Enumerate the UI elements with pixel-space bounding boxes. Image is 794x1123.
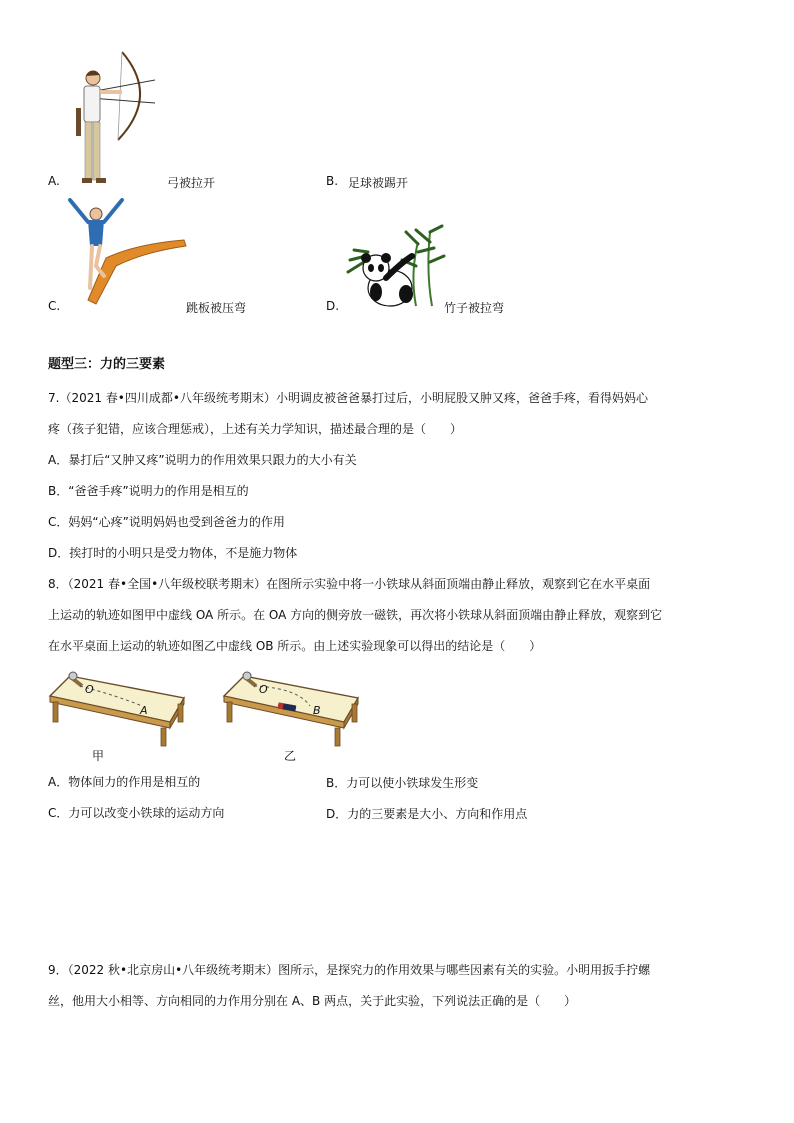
option-b-caption: 足球被踢开: [348, 176, 409, 190]
q7-option-c: C．妈妈“心疼”说明妈妈也受到爸爸力的作用: [48, 515, 285, 529]
q8-option-d: D．力的三要素是大小、方向和作用点: [326, 807, 528, 821]
panda-bamboo-image: [346, 222, 446, 310]
fig-yi-label-end: B: [313, 704, 321, 717]
option-d-letter: D.: [326, 299, 340, 313]
q8-option-a: A．物体间力的作用是相互的: [48, 775, 201, 789]
option-c-caption: 跳板被压弯: [186, 301, 247, 315]
q8-option-c: C．力可以改变小铁球的运动方向: [48, 806, 225, 820]
q8-stem-line2: 上运动的轨迹如图甲中虚线 OA 所示。在 OA 方向的侧旁放一磁铁，再次将小铁球从斜面顶端由静止释放，观察到它: [48, 608, 663, 622]
table-figure-jia: [48, 666, 188, 750]
q8-stem-line1: 8．（2021 春•全国•八年级校联考期末）在图所示实验中将一小铁球从斜面顶端由静止释放，观察到它在水平桌面: [48, 577, 651, 591]
q7-stem-line2: 疼（孩子犯错，应该合理惩戒），上述有关力学知识，描述最合理的是（ ）: [48, 422, 463, 436]
option-d-caption: 竹子被拉弯: [444, 301, 505, 315]
fig-yi-caption: 乙: [284, 749, 297, 763]
section-title: 题型三：力的三要素: [48, 357, 166, 372]
q9-stem-line2: 丝，他用大小相等、方向相同的力作用分别在 A、B 两点，关于此实验，下列说法正确的是（ ）: [48, 994, 577, 1008]
option-a-letter: A.: [48, 174, 60, 188]
option-b-letter: B.: [326, 174, 339, 188]
springboard-image: [66, 196, 191, 306]
option-a-caption: 弓被拉开: [167, 176, 216, 190]
fig-jia-caption: 甲: [92, 749, 105, 763]
q8-option-b: B．力可以使小铁球发生形变: [326, 776, 479, 790]
q7-stem-line1: 7.（2021 春•四川成都•八年级统考期末）小明调皮被爸爸暴打过后，小明屁股又肿又疼，爸爸手疼，看得妈妈心: [48, 391, 648, 405]
q7-option-a: A．暴打后“又肿又疼”说明力的作用效果只跟力的大小有关: [48, 453, 357, 467]
q7-option-b: B．“爸爸手疼”说明力的作用是相互的: [48, 484, 249, 498]
fig-jia-label-end: A: [140, 704, 148, 717]
table-figure-yi: [222, 666, 362, 750]
option-c-letter: C.: [48, 299, 61, 313]
q7-option-d: D．挨打时的小明只是受力物体，不是施力物体: [48, 546, 298, 560]
q8-stem-line3: 在水平桌面上运动的轨迹如图乙中虚线 OB 所示。由上述实验现象可以得出的结论是（ ）: [48, 639, 542, 653]
fig-jia-label-o: O: [85, 683, 94, 696]
fig-yi-label-o: O: [259, 683, 268, 696]
archer-image: [60, 48, 160, 188]
q9-stem-line1: 9．（2022 秋•北京房山•八年级统考期末）图所示，是探究力的作用效果与哪些因素有关的实验。小明用扳手拧螺: [48, 963, 651, 977]
